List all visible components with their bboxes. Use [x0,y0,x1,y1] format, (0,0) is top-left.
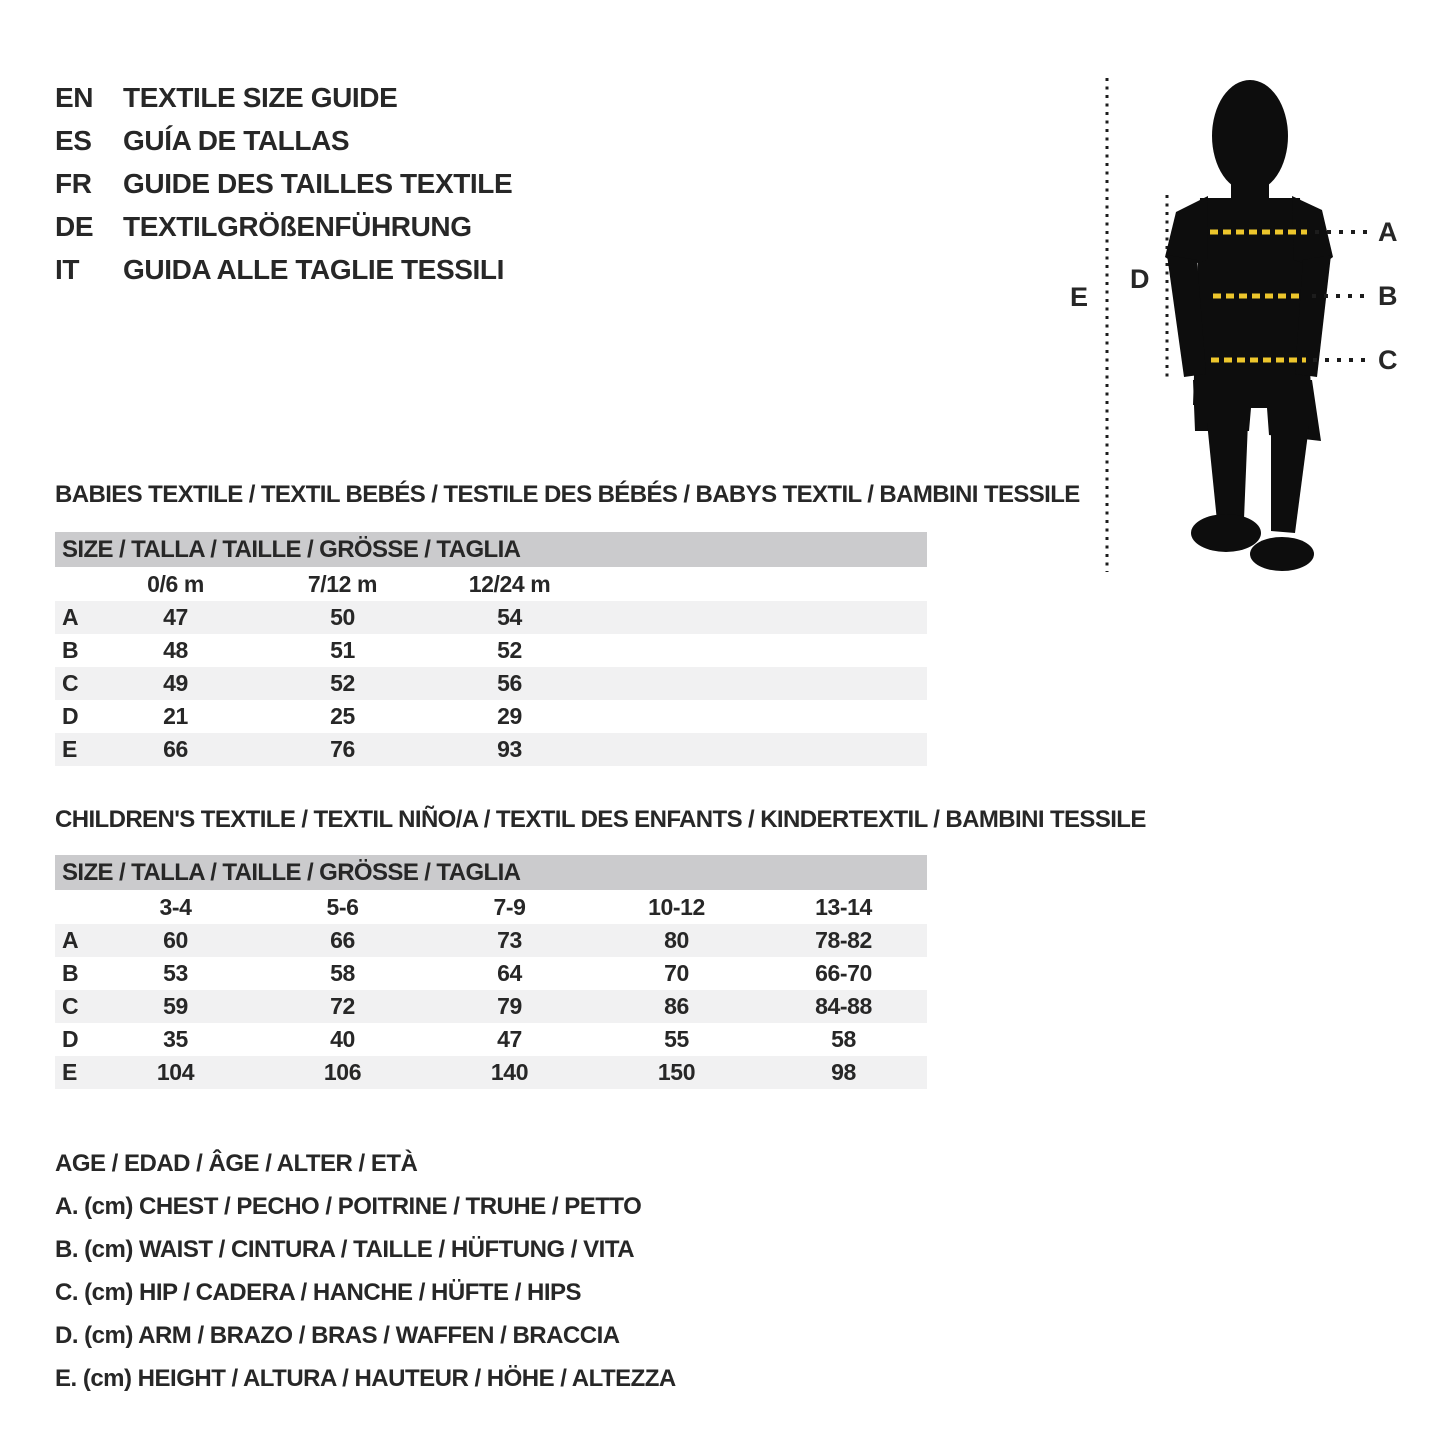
row-label: D [62,703,79,729]
legend-age-line: AGE / EDAD / ÂGE / ALTER / ETÀ [55,1150,418,1177]
cell-empty [593,634,760,667]
row-label: E [62,1059,77,1085]
column-header-empty [760,567,927,601]
cell: 21 [163,703,188,729]
cell-empty [760,634,927,667]
column-header: 13-14 [815,894,872,920]
language-code: EN [55,82,94,113]
language-code: IT [55,254,80,285]
cell-empty [593,733,760,766]
legend-waist-line: B. (cm) WAIST / CINTURA / TAILLE / HÜFTUNG / VITA [55,1236,635,1263]
children-table-title: CHILDREN'S TEXTILE / TEXTIL NIÑO/A / TEXTIL DES ENFANTS / KINDERTEXTIL / BAMBINI TESSILE [55,806,1146,833]
row-label: C [62,993,79,1019]
cell: 66-70 [815,960,872,986]
cell: 60 [163,927,188,953]
cell: 84-88 [815,993,872,1019]
cell: 58 [330,960,355,986]
row-label: E [62,736,77,762]
row-label: C [62,670,79,696]
cell: 78-82 [815,927,872,953]
cell: 51 [330,637,355,663]
cell: 93 [497,736,522,762]
figure-label-c: C [1378,345,1398,375]
cell: 72 [330,993,355,1019]
cell: 55 [664,1026,689,1052]
legend-arm-line: D. (cm) ARM / BRAZO / BRAS / WAFFEN / BRACCIA [55,1322,620,1349]
cell-empty [593,667,760,700]
cell: 25 [330,703,355,729]
table-row-e [55,1056,927,1089]
cell: 52 [497,637,522,663]
corner-cell [55,567,92,601]
language-row-es [55,119,512,162]
cell: 80 [664,927,689,953]
cell: 56 [497,670,522,696]
cell: 70 [664,960,689,986]
language-row-fr [55,162,512,205]
language-title: GUÍA DE TALLAS [123,125,350,156]
cell: 86 [664,993,689,1019]
cell: 106 [323,1059,362,1085]
cell: 58 [831,1026,856,1052]
language-code: ES [55,125,92,156]
cell: 98 [831,1059,856,1085]
cell: 29 [497,703,522,729]
figure-label-e: E [1070,282,1088,312]
cell: 66 [330,927,355,953]
row-label: D [62,1026,79,1052]
figure-label-d: D [1130,264,1150,294]
table-row-d [55,700,927,733]
legend-hip-line: C. (cm) HIP / CADERA / HANCHE / HÜFTE / HIPS [55,1279,582,1306]
cell-empty [760,601,927,634]
children-size-table [55,855,927,1089]
cell: 53 [163,960,188,986]
language-title: TEXTILGRÖßENFÜHRUNG [123,211,472,242]
language-title: GUIDE DES TAILLES TEXTILE [123,168,513,199]
cell: 52 [330,670,355,696]
cell: 50 [330,604,355,630]
cell-empty [593,700,760,733]
figure-label-b: B [1378,281,1398,311]
cell: 47 [497,1026,522,1052]
cell: 104 [156,1059,195,1085]
table-row-a [55,601,927,634]
language-title: GUIDA ALLE TAGLIE TESSILI [123,254,504,285]
table-row-d [55,1023,927,1056]
table-row-c [55,667,927,700]
cell: 66 [163,736,188,762]
cell: 54 [497,604,522,630]
row-label: A [62,604,79,630]
column-header: 7-9 [493,894,526,920]
cell: 64 [497,960,522,986]
babies-table-title: BABIES TEXTILE / TEXTIL BEBÉS / TESTILE DES BÉBÉS / BABYS TEXTIL / BAMBINI TESSILE [55,481,1080,508]
language-row-de [55,205,512,248]
corner-cell [55,890,92,924]
cell-empty [593,601,760,634]
cell: 48 [163,637,188,663]
cell: 79 [497,993,522,1019]
child-silhouette [1165,80,1333,571]
cell: 35 [163,1026,188,1052]
column-header: 10-12 [648,894,705,920]
babies-column-header-row [55,567,927,601]
cell: 140 [490,1059,529,1085]
cell-empty [760,733,927,766]
size-figure-diagram [1060,60,1445,600]
figure-label-a: A [1378,217,1398,247]
babies-size-header-bar: SIZE / TALLA / TAILLE / GRÖSSE / TAGLIA [55,532,927,567]
language-code: DE [55,211,94,242]
column-header: 5-6 [326,894,359,920]
cell: 49 [163,670,188,696]
language-row-it [55,248,512,291]
column-header: 12/24 m [468,571,551,597]
measurement-legend [55,1142,676,1400]
cell-empty [760,667,927,700]
column-header: 3-4 [159,894,192,920]
language-row-en [55,76,512,119]
cell-empty [760,700,927,733]
table-row-b [55,957,927,990]
legend-height-line: E. (cm) HEIGHT / ALTURA / HAUTEUR / HÖHE / ALTEZZA [55,1365,676,1392]
table-row-a [55,924,927,957]
row-label: B [62,960,79,986]
cell: 73 [497,927,522,953]
column-header: 7/12 m [307,571,378,597]
language-code: FR [55,168,92,199]
table-row-e [55,733,927,766]
table-row-c [55,990,927,1023]
cell: 59 [163,993,188,1019]
row-label: B [62,637,79,663]
cell: 150 [657,1059,696,1085]
row-label: A [62,927,79,953]
measurement-figure [1060,60,1445,600]
legend-chest-line: A. (cm) CHEST / PECHO / POITRINE / TRUHE / PETTO [55,1193,642,1220]
header-language-list [55,76,512,291]
language-title: TEXTILE SIZE GUIDE [123,82,398,113]
table-row-b [55,634,927,667]
babies-size-table [55,532,927,766]
children-column-header-row [55,890,927,924]
cell: 76 [330,736,355,762]
children-size-header-bar: SIZE / TALLA / TAILLE / GRÖSSE / TAGLIA [55,855,927,890]
cell: 40 [330,1026,355,1052]
column-header-empty [593,567,760,601]
column-header: 0/6 m [147,571,204,597]
cell: 47 [163,604,188,630]
